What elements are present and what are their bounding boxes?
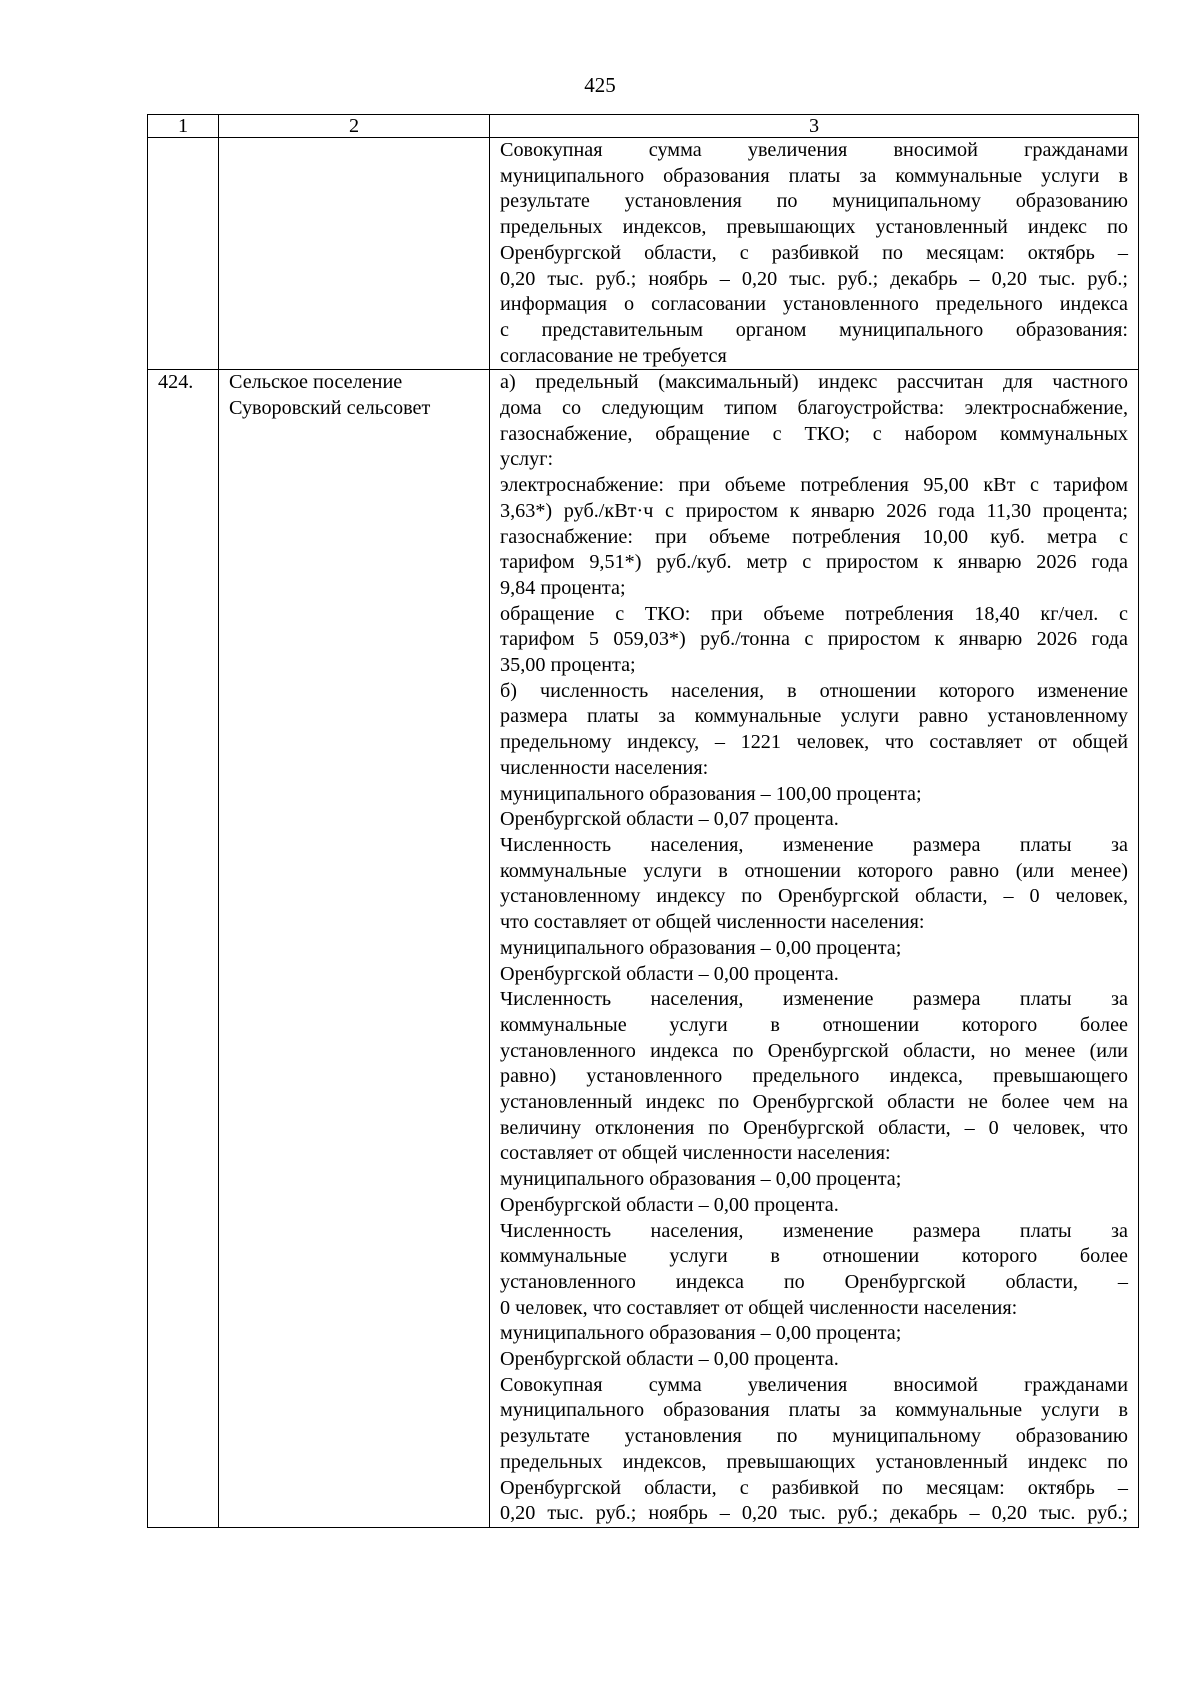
text-line: результате установления по муниципальному образованию <box>500 1425 1128 1448</box>
text-line: газоснабжение, обращение с ТКО; с набором коммунальных <box>500 422 1128 445</box>
text-line: что составляет от общей численности населения: <box>500 911 925 934</box>
text-line: Оренбургской области – 0,00 процента. <box>500 1348 839 1371</box>
text-line: 0,20 тыс. руб.; ноябрь – 0,20 тыс. руб.; декабрь – 0,20 тыс. руб.; <box>500 1502 1128 1525</box>
text-line: численности населения: <box>500 756 709 779</box>
text-line: равно) установленного предельного индекса, превышающего <box>500 1065 1128 1088</box>
entry-name-cell <box>219 370 490 1528</box>
text-line: размера платы за коммунальные услуги равно установленному <box>500 705 1128 728</box>
text-line: 3,63*) руб./кВт·ч с приростом к январю 2026 года 11,30 процента; <box>500 499 1128 522</box>
text-line: муниципального образования – 0,00 процента; <box>500 936 902 959</box>
text-line: обращение с ТКО: при объеме потребления 18,40 кг/чел. с <box>500 602 1128 625</box>
text-line: муниципального образования платы за коммунальные услуги в <box>500 1399 1128 1422</box>
text-line: установленного индекса по Оренбургской области, но менее (или <box>500 1039 1128 1062</box>
header-col-3: 3 <box>490 115 1139 138</box>
text-line: предельных индексов, превышающих установленный индекс по <box>500 216 1128 239</box>
entry-text-cell <box>490 370 1139 1528</box>
continuation-name-cell <box>219 138 490 370</box>
text-line: Оренбургской области, с разбивкой по месяцам: октябрь – <box>500 1476 1128 1499</box>
header-col-1: 1 <box>148 115 219 138</box>
text-line: коммунальные услуги в отношении которого более <box>500 1013 1128 1036</box>
text-line: 35,00 процента; <box>500 654 636 677</box>
text-line: Совокупная сумма увеличения вносимой гражданами <box>500 1373 1128 1396</box>
page-number: 425 <box>584 73 616 97</box>
text-line: Численность населения, изменение размера платы за <box>500 833 1128 856</box>
text-line: тарифом 5 059,03*) руб./тонна с приростом к январю 2026 года <box>500 628 1128 651</box>
entry-number-cell: 424. <box>148 370 219 1528</box>
text-line: установленного индекса по Оренбургской области, – <box>500 1270 1128 1293</box>
continuation-text-cell <box>490 138 1139 370</box>
text-line: составляет от общей численности населения: <box>500 1142 891 1165</box>
text-line: предельному индексу, – 1221 человек, что составляет от общей <box>500 731 1128 754</box>
tariff-index-table <box>147 114 1139 1528</box>
text-line: муниципального образования – 100,00 процента; <box>500 782 922 805</box>
text-line: электроснабжение: при объеме потребления 95,00 кВт с тарифом <box>500 474 1128 497</box>
text-line: 9,84 процента; <box>500 576 626 599</box>
text-line: б) численность населения, в отношении которого изменение <box>500 679 1128 702</box>
text-line: результате установления по муниципальному образованию <box>500 190 1128 213</box>
text-line: муниципального образования – 0,00 процента; <box>500 1322 902 1345</box>
text-line: Оренбургской области – 0,00 процента. <box>500 1193 839 1216</box>
text-line: Совокупная сумма увеличения вносимой гражданами <box>500 139 1128 161</box>
table-header-row <box>148 115 1139 138</box>
text-line: согласование не требуется <box>500 344 727 367</box>
text-line: установленный индекс по Оренбургской области не более чем на <box>500 1091 1128 1114</box>
text-line: Численность населения, изменение размера платы за <box>500 988 1128 1011</box>
header-col-2: 2 <box>219 115 490 138</box>
text-line: величину отклонения по Оренбургской области, – 0 человек, что <box>500 1116 1128 1139</box>
text-line: а) предельный (максимальный) индекс рассчитан для частного <box>500 371 1128 394</box>
text-line: Оренбургской области – 0,07 процента. <box>500 808 839 831</box>
text-line: Оренбургской области – 0,00 процента. <box>500 962 839 985</box>
text-line: Численность населения, изменение размера платы за <box>500 1219 1128 1242</box>
text-line: газоснабжение: при объеме потребления 10,00 куб. метра с <box>500 525 1128 548</box>
table-row-424 <box>148 370 1139 1528</box>
text-line: дома со следующим типом благоустройства: электроснабжение, <box>500 397 1128 420</box>
text-line: коммунальные услуги в отношении которого более <box>500 1245 1128 1268</box>
text-line: муниципального образования платы за коммунальные услуги в <box>500 164 1128 187</box>
text-line: услуг: <box>500 448 554 471</box>
text-line: информация о согласовании установленного предельного индекса <box>500 293 1128 316</box>
text-line: с представительным органом муниципального образования: <box>500 318 1128 341</box>
text-line: тарифом 9,51*) руб./куб. метр с приростом к январю 2026 года <box>500 551 1128 574</box>
table-row-continuation <box>148 138 1139 370</box>
text-line: 0 человек, что составляет от общей численности населения: <box>500 1296 1018 1319</box>
text-line: Оренбургской области, с разбивкой по месяцам: октябрь – <box>500 241 1128 264</box>
text-line: муниципального образования – 0,00 процента; <box>500 1168 902 1191</box>
text-line: коммунальные услуги в отношении которого равно (или менее) <box>500 859 1128 882</box>
text-line: установленному индексу по Оренбургской области, – 0 человек, <box>500 885 1128 908</box>
text-line: 0,20 тыс. руб.; ноябрь – 0,20 тыс. руб.; декабрь – 0,20 тыс. руб.; <box>500 267 1128 290</box>
continuation-number-cell <box>148 138 219 370</box>
municipality-name: Суворовский сельсовет <box>229 397 431 420</box>
text-line: предельных индексов, превышающих установленный индекс по <box>500 1450 1128 1473</box>
municipality-type: Сельское поселение <box>229 371 403 394</box>
